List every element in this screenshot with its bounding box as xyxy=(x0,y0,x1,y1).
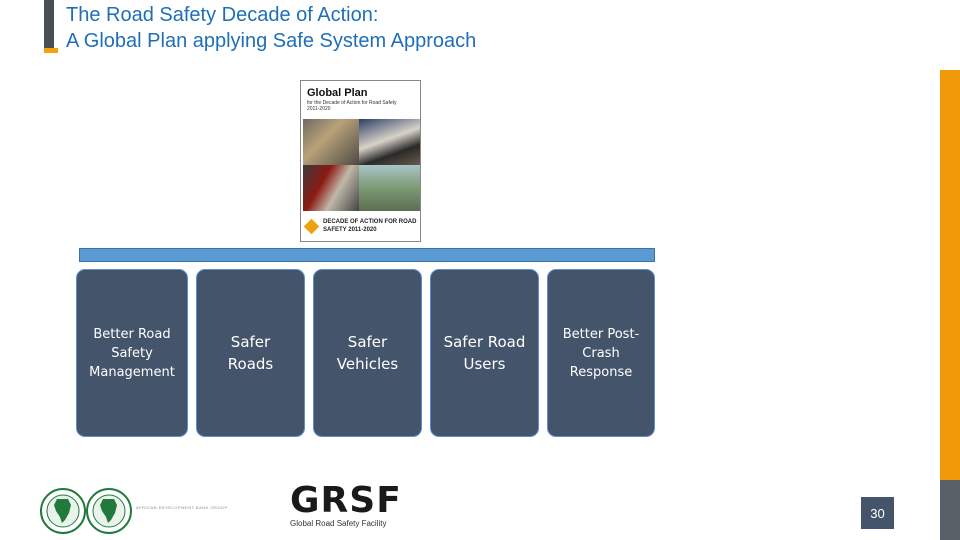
pillar-label: Safer Roads xyxy=(227,333,274,373)
pillar-label: Safer Vehicles xyxy=(336,333,399,373)
pillar-safer-road-users xyxy=(430,269,539,437)
pillar-safer-roads xyxy=(196,269,305,437)
afdb-logo-text: AFRICAN DEVELOPMENT BANK GROUP xyxy=(136,505,228,510)
cover-photo-car xyxy=(303,165,359,211)
cover-photo-children xyxy=(359,119,420,165)
slide-title xyxy=(66,2,476,54)
cover-photo-cyclist xyxy=(303,119,359,165)
page-number: 30 xyxy=(861,497,894,529)
pillar-label: Better Road Safety Management xyxy=(89,326,175,380)
pillar-post-crash-response xyxy=(547,269,655,437)
pillar-label: Better Post-Crash Response xyxy=(562,326,640,380)
pillar-safer-vehicles xyxy=(313,269,422,437)
connector-bar xyxy=(79,248,655,262)
slide-title-line-1: The Road Safety Decade of Action: xyxy=(66,4,379,26)
grsf-logo xyxy=(290,480,402,528)
grsf-logo-subtitle: Global Road Safety Facility xyxy=(290,519,387,528)
afdb-logo-icon xyxy=(40,487,134,535)
title-accent-mark xyxy=(44,48,58,53)
pillar-road-safety-management xyxy=(76,269,188,437)
pillar-label: Safer Road Users xyxy=(443,333,526,373)
right-orange-band xyxy=(940,70,960,480)
right-gray-band xyxy=(940,480,960,540)
global-plan-cover-image xyxy=(300,80,421,242)
cover-badge-icon xyxy=(304,219,320,235)
cover-bottom-text: DECADE OF ACTION FOR ROAD SAFETY 2011-2020 xyxy=(323,219,417,233)
cover-photo-road xyxy=(359,165,420,211)
slide-title-line-2: A Global Plan applying Safe System Approach xyxy=(66,30,477,52)
cover-subtitle: for the Decade of Action for Road Safety 2011-2020 xyxy=(307,100,397,112)
grsf-logo-word: GRSF xyxy=(290,480,402,521)
cover-title: Global Plan xyxy=(307,87,368,99)
title-accent-bar xyxy=(44,0,54,48)
